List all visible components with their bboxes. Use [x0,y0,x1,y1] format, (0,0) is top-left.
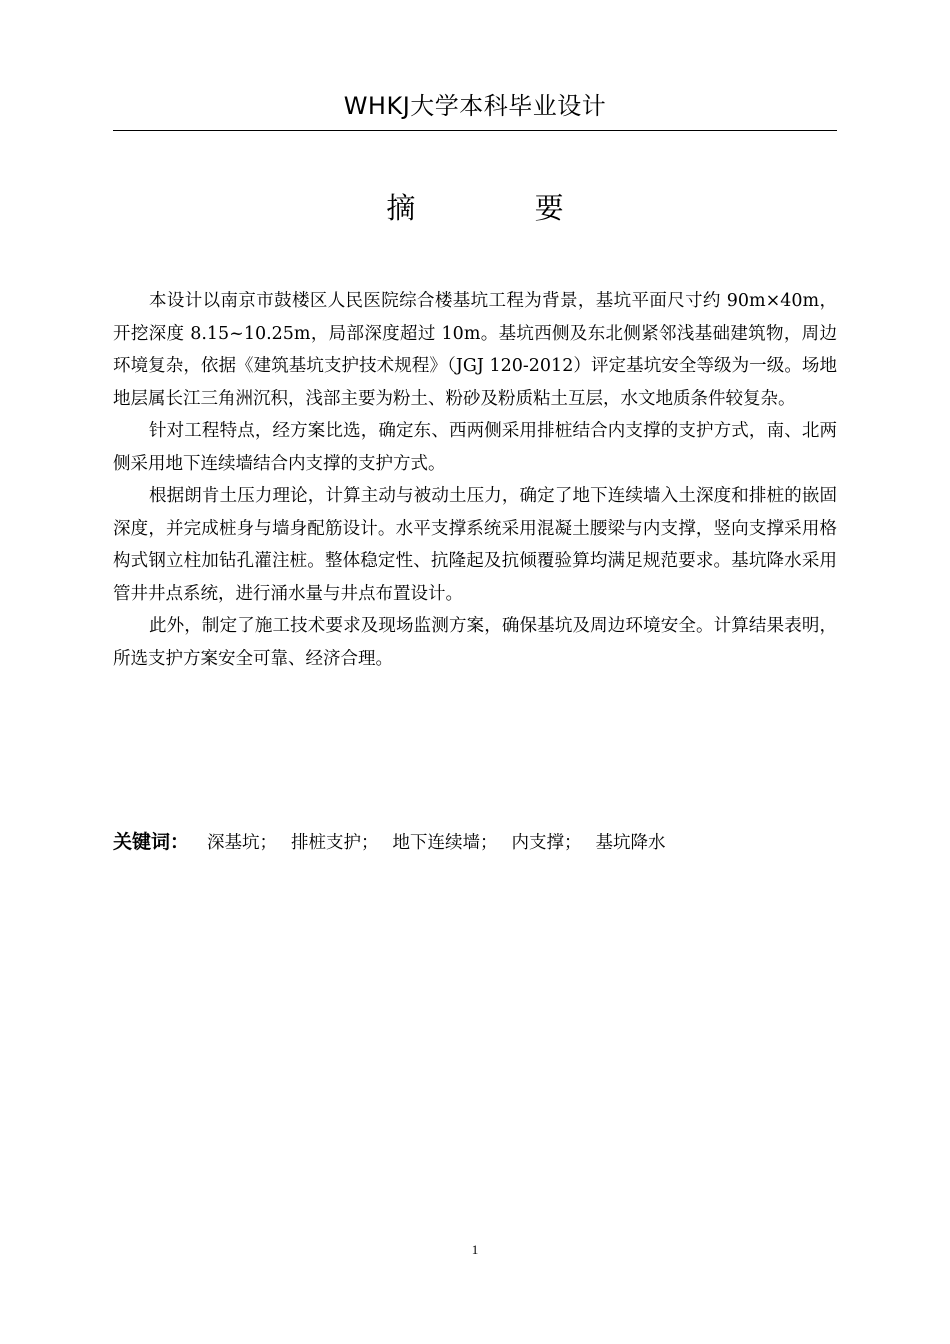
header-title: WHKJ大学本科毕业设计 [343,92,607,120]
abstract-paragraph-4: 此外，制定了施工技术要求及现场监测方案，确保基坑及周边环境安全。计算结果表明，所选支护方案安全可靠、经济合理。 [113,616,837,669]
abstract-title: 摘 要 [386,191,619,225]
header-divider [113,130,837,131]
abstract-body [113,285,837,675]
keyword-item: 排桩支护； [291,833,379,853]
abstract-paragraph-2: 针对工程特点，经方案比选，确定东、西两侧采用排桩结合内支撑的支护方式，南、北两侧采用地下连续墙结合内支撑的支护方式。 [113,421,837,474]
keywords-line [113,826,837,859]
keyword-item: 基坑降水 [595,833,666,853]
abstract-paragraph-1: 本设计以南京市鼓楼区人民医院综合楼基坑工程为背景，基坑平面尺寸约 90m×40m，开挖深度 8.15~10.25m，局部深度超过 10m。基坑西侧及东北侧紧邻浅基础建筑物，周边环境复杂，依据《建筑基坑支护技术规程》（JGJ 120-2012）评定基坑安全等级为一级。场地地层属长江三角洲沉积，浅部主要为粉土、粉砂及粉质粘土互层，水文地质条件较复杂。 [113,291,837,409]
keyword-item: 地下连续墙； [392,833,498,853]
keyword-item: 内支撑； [511,833,582,853]
keywords-label: 关键词： [113,831,190,853]
page-number: 1 [471,1242,479,1257]
abstract-paragraph-3: 根据朗肯土压力理论，计算主动与被动土压力，确定了地下连续墙入土深度和排桩的嵌固深度，并完成桩身与墙身配筋设计。水平支撑系统采用混凝土腰梁与内支撑，竖向支撑采用格构式钢立柱加钻孔灌注桩。整体稳定性、抗隆起及抗倾覆验算均满足规范要求。基坑降水采用管井井点系统，进行涌水量与井点布置设计。 [113,486,837,604]
keywords-list [207,833,680,853]
keyword-item: 深基坑； [207,833,278,853]
